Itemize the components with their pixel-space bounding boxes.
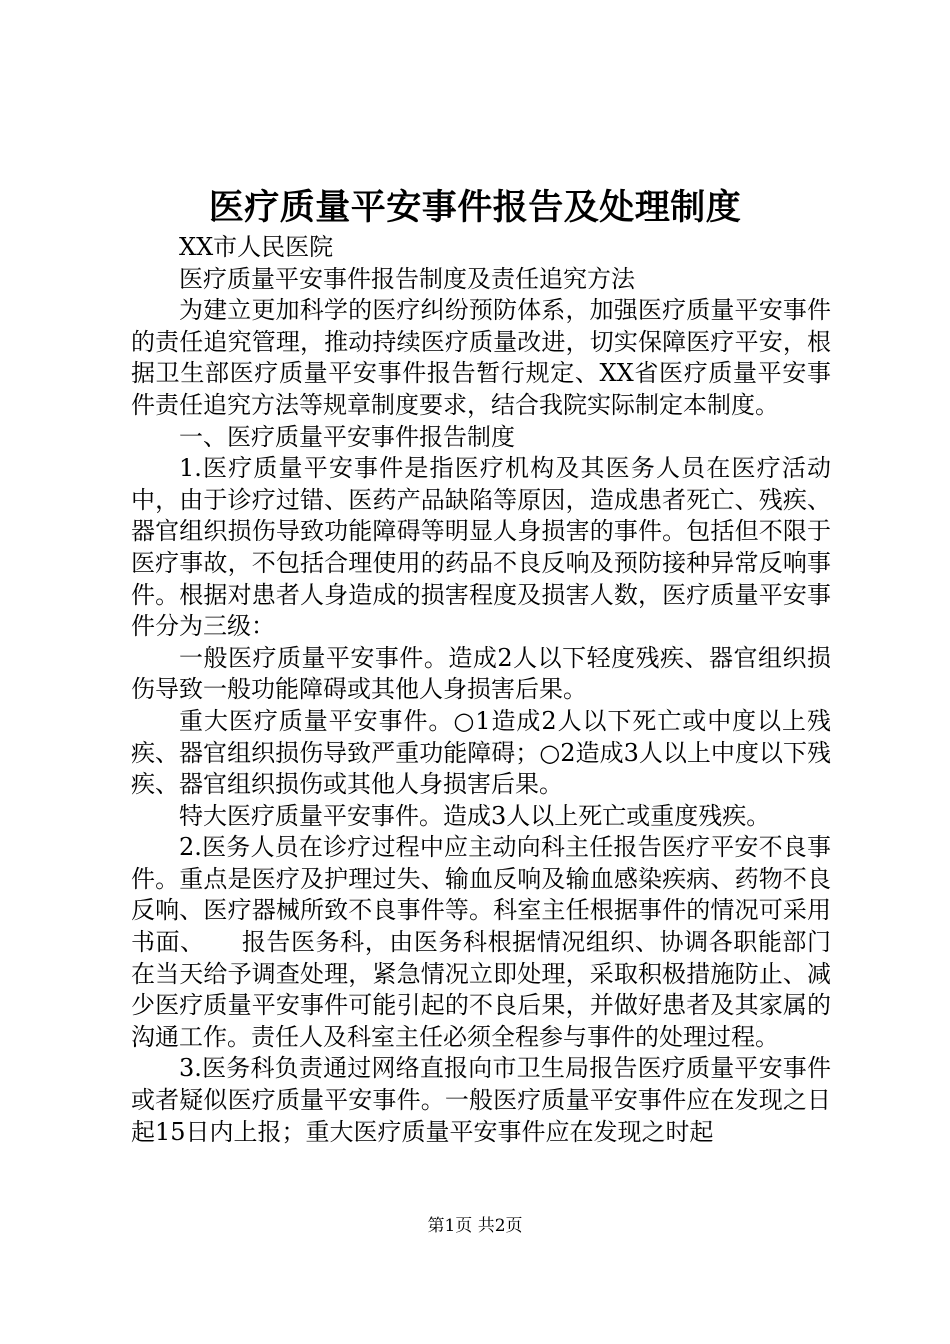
hospital-name: XX市人民医院: [179, 233, 334, 261]
page-footer: 第1页 共2页: [427, 1216, 523, 1236]
document-body: [131, 232, 831, 1148]
paragraph-level-general: 一般医疗质量平安事件。造成2人以下轻度残疾、器官组织损伤导致一般功能障碍或其他人身损害后果。: [131, 643, 831, 704]
paragraph-item-2: 2.医务人员在诊疗过程中应主动向科主任报告医疗平安不良事件。重点是医疗及护理过失、输血反响及输血感染疾病、药物不良反响、医疗器械所致不良事件等。科室主任根据事件的情况可采用书面、 报告医务科，由医务科根据情况组织、协调各职能部门在当天给予调查处理，紧急情况立即处理，采取积极措施防止、减少医疗质量平安事件可能引起的不良后果，并做好患者及其家属的沟通工作。责任人及科室主任必须全程参与事件的处理过程。: [131, 833, 831, 1051]
intro-paragraph: 为建立更加科学的医疗纠纷预防体系，加强医疗质量平安事件的责任追究管理，推动持续医疗质量改进，切实保障医疗平安，根据卫生部医疗质量平安事件报告暂行规定、XX省医疗质量平安事件责任追究方法等规章制度要求，结合我院实际制定本制度。: [131, 296, 831, 419]
paragraph-item-3: 3.医务科负责通过网络直报向市卫生局报告医疗质量平安事件或者疑似医疗质量平安事件。一般医疗质量平安事件应在发现之日起15日内上报；重大医疗质量平安事件应在发现之时起: [131, 1054, 831, 1146]
paragraph-level-major: 重大医疗质量平安事件。○1造成2人以下死亡或中度以上残疾、器官组织损伤导致严重功能障碍；○2造成3人以上中度以下残疾、器官组织损伤或其他人身损害后果。: [131, 706, 831, 799]
paragraph-level-extreme: 特大医疗质量平安事件。造成3人以上死亡或重度残疾。: [179, 801, 771, 830]
document-title: 医疗质量平安事件报告及处理制度: [208, 187, 742, 228]
section-heading-1: 一、医疗质量平安事件报告制度: [179, 422, 515, 451]
paragraph-item-1: 1.医疗质量平安事件是指医疗机构及其医务人员在医疗活动中，由于诊疗过错、医药产品缺陷等原因，造成患者死亡、残疾、器官组织损伤导致功能障碍等明显人身损害的事件。包括但不限于医疗事故，不包括合理使用的药品不良反响及预防接种异常反响事件。根据对患者人身造成的损害程度及损害人数，医疗质量平安事件分为三级：: [131, 454, 831, 641]
subtitle: 医疗质量平安事件报告制度及责任追究方法: [179, 264, 635, 293]
